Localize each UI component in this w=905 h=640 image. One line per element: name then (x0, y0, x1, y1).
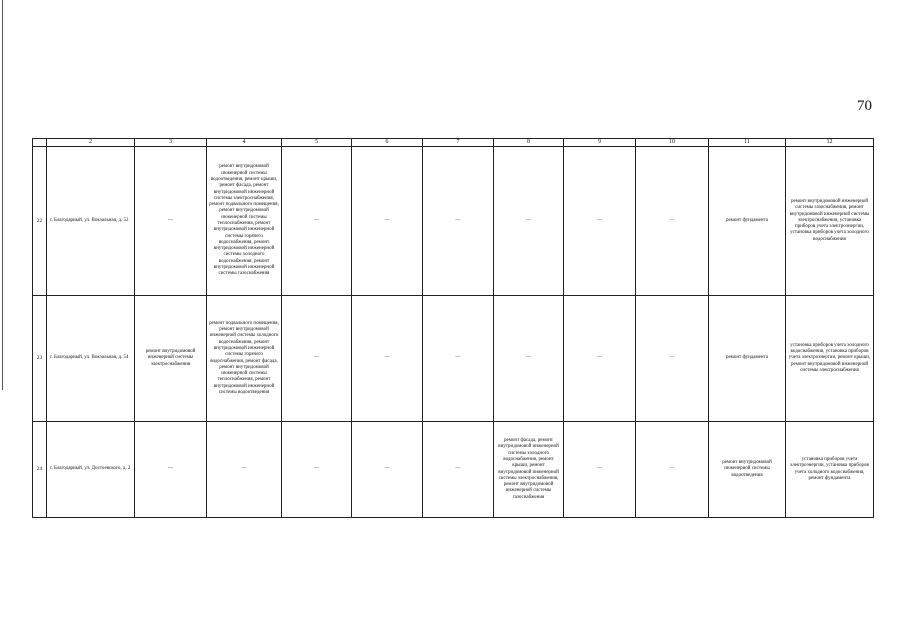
cell-col-11: ремонт внутридомовой инженерной системы водоотведения (709, 422, 786, 518)
cell-col-4: — (207, 422, 282, 518)
cell-col-12: установка приборов учета электроэнергии, установка приборов учета холодного водоснабжения, ремонт фундамента (786, 422, 874, 518)
page-edge-line (2, 0, 3, 390)
column-header: 7 (423, 139, 494, 147)
cell-col-11: ремонт фундамента (709, 296, 786, 422)
cell-col-10: — (636, 147, 709, 296)
table-row (33, 147, 874, 296)
column-header: 2 (47, 139, 135, 147)
cell-col-5: — (282, 147, 352, 296)
cell-col-4: ремонт подвального помещения, ремонт внутридомовой инженерной системы холодного водоснабжения, ремонт внутридомовой инженерной системы горячего водоснабжения, ремонт фасада, ремонт внутридомовой инженерной системы теплоснабжения, ремонт внутридомовой инженерной системы водоотведения (207, 296, 282, 422)
cell-col-3: — (135, 147, 207, 296)
row-number: 24 (33, 422, 47, 518)
cell-col-10: — (636, 422, 709, 518)
cell-col-12: установка приборов учета холодного водоснабжения, установка приборов учета электроэнергии, ремонт крыши, ремонт внутридомовой инженерной системы электроснабжения (786, 296, 874, 422)
column-header: 11 (709, 139, 786, 147)
column-header: 12 (786, 139, 874, 147)
cell-col-7: — (423, 296, 494, 422)
repair-schedule-table (32, 138, 874, 518)
cell-col-7: — (423, 422, 494, 518)
page-number: 70 (857, 98, 872, 114)
cell-col-6: — (352, 296, 423, 422)
cell-col-10: — (636, 296, 709, 422)
cell-col-5: — (282, 422, 352, 518)
column-header-row (33, 139, 874, 147)
column-header: 8 (494, 139, 564, 147)
column-header: 9 (564, 139, 636, 147)
cell-col-4: ремонт внутридомовой инженерной системы водоотведения, ремонт крыши, ремонт фасада, ремонт внутридомовой инженерной системы электроснабжения, ремонт подвального помещения, ремонт внутридомовой инженерной системы теплоснабжения, ремонт внутридомовой инженерной системы горячего водоснабжения, ремонт внутридомовой инженерной системы холодного водоснабжения, ремонт внутридомовой инженерной системы газоснабжения (207, 147, 282, 296)
cell-col-9: — (564, 422, 636, 518)
row-address: г. Благодарный, ул. Достоевского, д. 2 (47, 422, 135, 518)
column-header: 6 (352, 139, 423, 147)
column-header: 10 (636, 139, 709, 147)
cell-col-9: — (564, 296, 636, 422)
row-number: 23 (33, 296, 47, 422)
row-number: 22 (33, 147, 47, 296)
cell-col-8: — (494, 296, 564, 422)
cell-col-7: — (423, 147, 494, 296)
cell-col-12: ремонт внутридомовой инженерной системы газоснабжения, ремонт внутридомовой инженерной системы электроснабжения, установка приборов учета электроэнергии, установка приборов учета холодного водоснабжения (786, 147, 874, 296)
cell-col-8: ремонт фасада, ремонт внутридомовой инженерной системы холодного водоснабжения, ремонт крыши, ремонт внутридомовой инженерной системы электроснабжения, ремонт внутридомовой инженерной системы газоснабжения (494, 422, 564, 518)
column-header: 3 (135, 139, 207, 147)
table-row (33, 422, 874, 518)
cell-col-9: — (564, 147, 636, 296)
cell-col-3: ремонт внутридомовой инженерной системы электроснабжения (135, 296, 207, 422)
row-address: г. Благодарный, ул. Вокзальная, д. 54 (47, 296, 135, 422)
cell-col-5: — (282, 296, 352, 422)
row-address: г. Благодарный, ул. Вокзальная, д. 52 (47, 147, 135, 296)
column-header (33, 139, 47, 147)
cell-col-11: ремонт фундамента (709, 147, 786, 296)
cell-col-8: — (494, 147, 564, 296)
cell-col-6: — (352, 147, 423, 296)
cell-col-6: — (352, 422, 423, 518)
column-header: 5 (282, 139, 352, 147)
table-row (33, 296, 874, 422)
column-header: 4 (207, 139, 282, 147)
cell-col-3: — (135, 422, 207, 518)
